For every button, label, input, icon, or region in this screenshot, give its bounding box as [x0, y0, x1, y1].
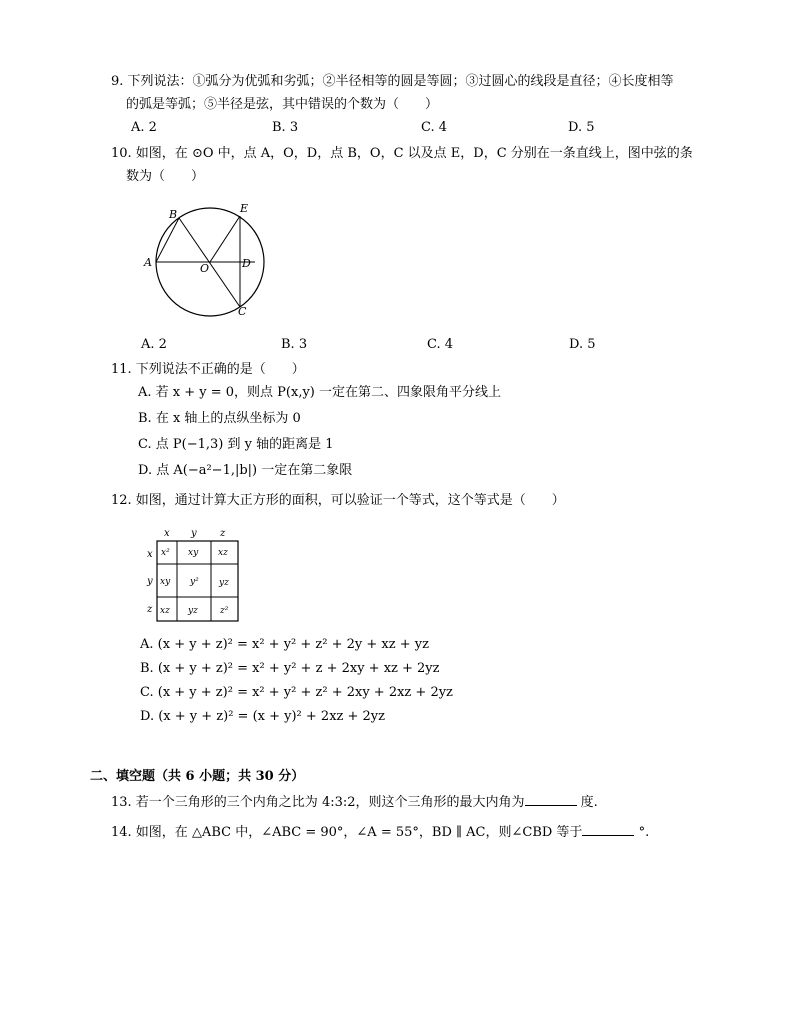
- cell-y2: y²: [190, 577, 199, 587]
- q14-text-after: °.: [638, 825, 650, 840]
- cell-xz-top: xz: [218, 548, 228, 558]
- q9-option-a: A. 2: [131, 120, 157, 135]
- label-e: E: [240, 202, 249, 215]
- q12-option-c: C. (x + y + z)² = x² + y² + z² + 2xy + 2xz + 2yz: [140, 685, 453, 700]
- q13-text-after: 度.: [580, 795, 598, 810]
- q9-option-b: B. 3: [272, 120, 299, 135]
- q11-option-b: B. 在 x 轴上的点纵坐标为 0: [138, 411, 301, 426]
- row-header-x: x: [147, 549, 153, 560]
- q12-option-b: B. (x + y + z)² = x² + y² + z + 2xy + xz + 2yz: [140, 661, 440, 676]
- cell-z2: z²: [220, 606, 229, 616]
- label-o: O: [200, 262, 210, 275]
- q13-answer-blank[interactable]: [525, 793, 577, 806]
- q9-option-c: C. 4: [421, 120, 448, 135]
- q10-option-a: A. 2: [141, 337, 167, 352]
- q14-stem: [111, 823, 649, 842]
- label-a: A: [144, 256, 152, 269]
- cell-x2: x²: [161, 548, 170, 558]
- chord-ab: [156, 218, 179, 262]
- label-c: C: [238, 305, 247, 318]
- q12-option-d: D. (x + y + z)² = (x + y)² + 2xz + 2yz: [140, 709, 385, 724]
- segment-oe: [210, 216, 240, 262]
- q13-stem: [111, 793, 598, 812]
- q9-stem-line1: 9. 下列说法：①弧分为优弧和劣弧；②半径相等的圆是等圆；③过圆心的线段是直径；④长度相等: [111, 74, 674, 89]
- cell-yz-right: yz: [219, 578, 229, 588]
- q10-option-b: B. 3: [281, 337, 308, 352]
- cell-xz-bottom: xz: [160, 606, 170, 616]
- q11-option-a: A. 若 x + y = 0，则点 P(x,y) 一定在第二、四象限角平分线上: [138, 385, 502, 400]
- q12-stem: 12. 如图，通过计算大正方形的面积，可以验证一个等式，这个等式是（ ）: [111, 493, 565, 508]
- q11-option-d: D. 点 A(−a²−1,|b|) 一定在第二象限: [138, 463, 353, 478]
- q14-text-before: 14. 如图，在 △ABC 中，∠ABC = 90°，∠A = 55°，BD ∥ AC，则∠CBD 等于: [111, 825, 583, 840]
- row-header-y: y: [147, 576, 153, 587]
- q10-stem-line2: 数为（ ）: [126, 169, 205, 184]
- cell-xy-top: xy: [188, 548, 199, 558]
- q9-option-d: D. 5: [568, 120, 595, 135]
- q10-option-c: C. 4: [427, 337, 454, 352]
- square-area-figure: [140, 524, 244, 624]
- q12-option-a: A. (x + y + z)² = x² + y² + z² + 2y + xz + yz: [140, 637, 429, 652]
- col-header-x: x: [164, 528, 170, 539]
- col-header-z: z: [220, 528, 226, 539]
- cell-xy-left: xy: [160, 577, 171, 587]
- q10-option-d: D. 5: [569, 337, 596, 352]
- label-d: D: [242, 257, 251, 270]
- q11-option-c: C. 点 P(−1,3) 到 y 轴的距离是 1: [138, 437, 334, 452]
- col-header-y: y: [191, 528, 197, 539]
- q14-answer-blank[interactable]: [582, 823, 634, 836]
- q10-stem-line1: 10. 如图，在 ⊙O 中，点 A，O，D，点 B，O，C 以及点 E，D，C 分别在一条直线上，图中弦的条: [111, 146, 693, 161]
- cell-yz-bottom: yz: [188, 606, 198, 616]
- circle-figure: [140, 198, 270, 320]
- q9-stem-line2: 的弧是等弧；⑤半径是弦，其中错误的个数为（ ）: [126, 97, 439, 112]
- q11-stem: 11. 下列说法不正确的是（ ）: [111, 362, 305, 377]
- label-b: B: [169, 208, 178, 221]
- q13-text-before: 13. 若一个三角形的三个内角之比为 4:3:2，则这个三角形的最大内角为: [111, 795, 525, 810]
- row-header-z: z: [147, 604, 153, 615]
- section-title: 二、填空题（共 6 小题；共 30 分）: [90, 769, 305, 784]
